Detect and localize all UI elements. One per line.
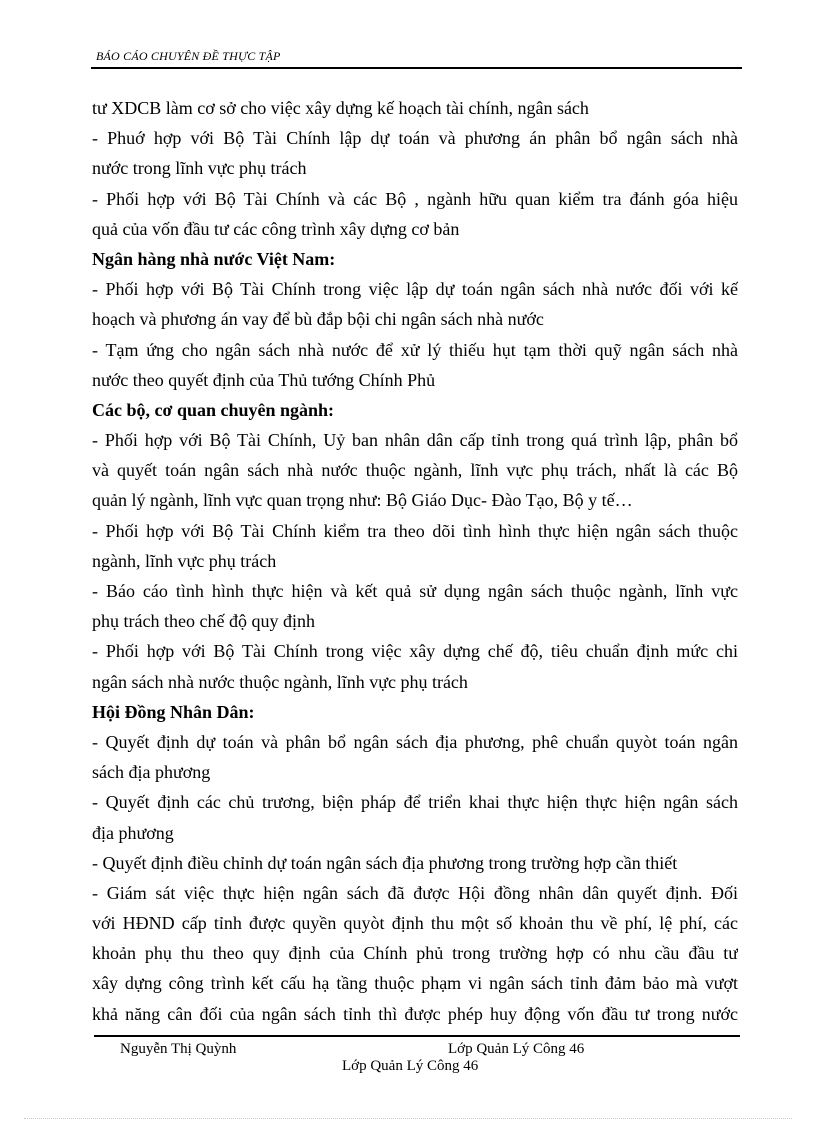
page-bottom-edge xyxy=(24,1118,792,1119)
text-line: - Quyết định dự toán và phân bổ ngân sách địa phương, phê chuẩn quyòt toán ngân xyxy=(92,731,738,752)
text-line: địa phương xyxy=(92,822,174,843)
text-line: - Quyết định các chủ trương, biện pháp để triển khai thực hiện thực hiện ngân sách xyxy=(92,792,738,813)
text-line: ngành, lĩnh vực phụ trách xyxy=(92,550,277,571)
section-heading: Các bộ, cơ quan chuyên ngành: xyxy=(92,399,335,420)
text-line: khoản phụ thu theo quy định của Chính phủ trong trường hợp có nhu cầu đầu tư xyxy=(92,943,738,964)
text-line: nước theo quyết định của Thủ tướng Chính Phủ xyxy=(92,369,436,390)
text-line: - Tạm ứng cho ngân sách nhà nước để xử lý thiếu hụt tạm thời quỹ ngân sách nhà xyxy=(92,339,738,360)
text-line: - Phối hợp với Bộ Tài Chính trong việc xây dựng chế độ, tiêu chuẩn định mức chi xyxy=(92,641,738,662)
section-heading: Hội Đồng Nhân Dân: xyxy=(92,701,255,722)
page-header-title: BÁO CÁO CHUYÊN ĐỀ THỰC TẬP xyxy=(96,49,281,63)
text-line: - Phối hợp với Bộ Tài Chính và các Bộ , ngành hữu quan kiểm tra đánh góa hiệu xyxy=(92,188,738,209)
text-line: - Phối hợp với Bộ Tài Chính, Uỷ ban nhân dân cấp tỉnh trong quá trình lập, phân bổ xyxy=(92,430,738,451)
footer-divider xyxy=(94,1035,740,1037)
text-line: xây dựng công trình kết cấu hạ tầng thuộc phạm vi ngân sách tỉnh đảm bảo mà vượt xyxy=(92,973,738,994)
text-line: - Giám sát việc thực hiện ngân sách đã được Hội đồng nhân dân quyết định. Đối xyxy=(92,882,738,903)
text-line: - Phối hợp với Bộ Tài Chính kiểm tra theo dõi tình hình thực hiện ngân sách thuộc xyxy=(92,520,738,541)
text-line: - Quyết định điều chỉnh dự toán ngân sách địa phương trong trường hợp cần thiết xyxy=(92,852,678,873)
text-line: tư XDCB làm cơ sở cho việc xây dựng kế hoạch tài chính, ngân sách xyxy=(92,98,589,118)
text-line: khả năng cân đối của ngân sách tỉnh thì được phép huy động vốn đầu tư trong nước xyxy=(92,1003,738,1024)
text-line: hoạch và phương án vay để bù đắp bội chi ngân sách nhà nước xyxy=(92,309,544,330)
section-heading: Ngân hàng nhà nước Việt Nam: xyxy=(92,248,336,269)
text-line: - Báo cáo tình hình thực hiện và kết quả sử dụng ngân sách thuộc ngành, lĩnh vực xyxy=(92,581,738,601)
text-line: quản lý ngành, lĩnh vực quan trọng như: Bộ Giáo Dục- Đào Tạo, Bộ y tế… xyxy=(92,490,633,511)
document-body xyxy=(92,93,738,1029)
text-line: sách địa phương xyxy=(92,762,211,783)
header-divider xyxy=(91,67,742,69)
text-line: - Phối hợp với Bộ Tài Chính trong việc lập dự toán ngân sách nhà nước đối với kế xyxy=(92,279,738,300)
footer-class-label: Lớp Quản Lý Công 46 xyxy=(448,1041,585,1057)
footer-author: Nguyễn Thị Quỳnh xyxy=(120,1041,237,1057)
text-line: với HĐND cấp tỉnh được quyền quyòt định thu một số khoản thu về phí, lệ phí, các xyxy=(92,913,738,934)
text-line: ngân sách nhà nước thuộc ngành, lĩnh vực phụ trách xyxy=(92,671,468,692)
text-line: phụ trách theo chế độ quy định xyxy=(92,611,315,632)
text-line: nước trong lĩnh vực phụ trách xyxy=(92,158,307,179)
text-line: - Phuớ hợp với Bộ Tài Chính lập dự toán và phương án phân bổ ngân sách nhà xyxy=(92,128,738,149)
text-line: và quyết toán ngân sách nhà nước thuộc ngành, lĩnh vực phụ trách, nhất là các Bộ xyxy=(92,460,738,481)
text-line: quả của vốn đầu tư các công trình xây dựng cơ bản xyxy=(92,218,460,239)
footer-class-label-repeat: Lớp Quản Lý Công 46 xyxy=(342,1058,479,1074)
